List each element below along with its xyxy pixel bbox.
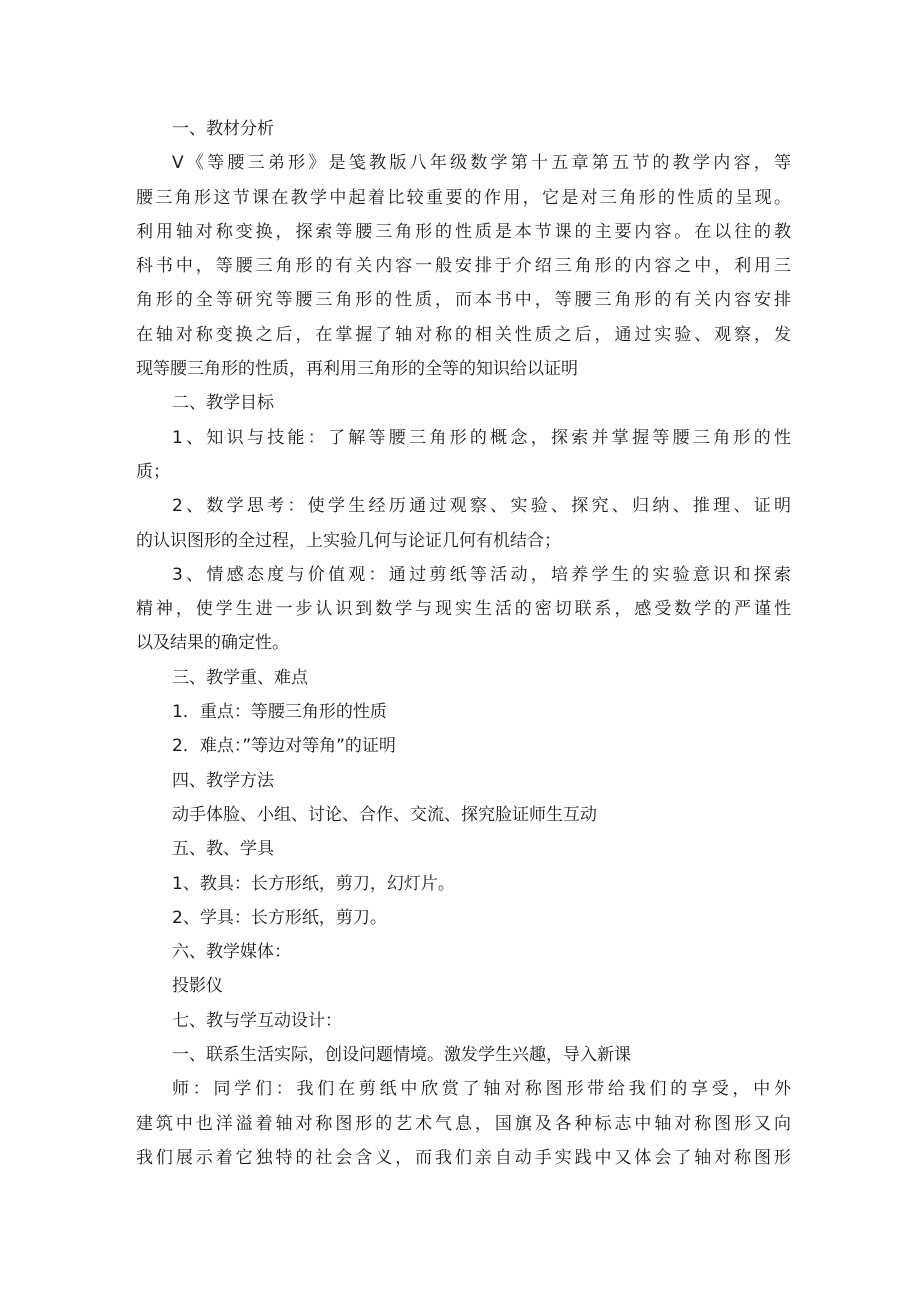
document-body <box>136 112 791 1175</box>
text-line: 一、教材分析 <box>172 119 274 139</box>
text-line: 三、教学重、难点 <box>172 667 308 688</box>
text-line: 利用轴对称变换，探索等腰三角形的性质是本节课的主要内容。在以往的教 <box>136 221 791 242</box>
text-line: 2、学具：长方形纸，剪刀。 <box>172 907 387 928</box>
text-line: 建筑中也洋溢着轴对称图形的艺术气息，国旗及各种标志中轴对称图形又向 <box>136 1113 791 1134</box>
text-line: 四、教学方法 <box>172 770 274 791</box>
text-line: 七、教与学互动设计： <box>172 1010 342 1031</box>
text-line: 的认识图形的全过程，上实验几何与论证几何有机结合； <box>136 530 561 551</box>
text-line: V《等腰三弟形》是笺教版八年级数学第十五章第五节的教学内容，等 <box>172 153 791 174</box>
text-line: 在轴对称变换之后，在掌握了轴对称的相关性质之后，通过实验、观察，发 <box>136 324 791 345</box>
text-line: 现等腰三角形的性质，再利用三角形的全等的知识给以证明 <box>136 359 578 380</box>
text-line: 精神，使学生进一步认识到数学与现实生活的密切联系，感受数学的严谨性 <box>136 599 791 620</box>
text-line: 一、联系生活实际，创设问题情境。激发学生兴趣，导入新课 <box>172 1045 631 1066</box>
text-line: 腰三角形这节课在教学中起着比较重要的作用，它是对三角形的性质的呈现。 <box>136 187 791 208</box>
text-line: 角形的全等研究等腰三角形的性质，而本书中，等腰三角形的有关内容安排 <box>136 290 791 311</box>
text-line: 科书中，等腰三角形的有关内容一般安排于介绍三角形的内容之中，利用三 <box>136 256 791 277</box>
text-line: 投影仪 <box>172 976 223 997</box>
text-line: 以及结果的确定性。 <box>136 633 289 654</box>
text-line: 五、教、学具 <box>172 839 274 860</box>
text-line: 动手体脸、小组、讨论、合作、交流、探究脸证师生互动 <box>172 804 597 825</box>
text-line: 质； <box>136 461 170 482</box>
text-line: 2．难点：”等边对等角”的证明 <box>172 736 396 757</box>
text-line: 我们展示着它独特的社会含义，而我们亲自动手实践中又体会了轴对称图形 <box>136 1147 791 1168</box>
text-line: 2、数学思考：使学生经历通过观察、实验、探究、归纳、推理、证明 <box>172 496 791 517</box>
text-line: 师：同学们：我们在剪纸中欣赏了轴对称图形带给我们的享受，中外 <box>172 1079 791 1100</box>
text-line: 二、教学目标 <box>172 393 274 414</box>
text-line: 六、教学媒体： <box>172 942 291 963</box>
text-line: 1．重点：等腰三角形的性质 <box>172 702 387 723</box>
text-line: 1、知识与技能：了解等腰三角形的概念，探索并掌握等腰三角形的性 <box>172 427 791 448</box>
text-line: 3、情感态度与价值观：通过剪纸等活动，培养学生的实验意识和探索 <box>172 564 791 585</box>
text-line: 1、教具：长方形纸，剪刀，幻灯片。 <box>172 873 455 894</box>
